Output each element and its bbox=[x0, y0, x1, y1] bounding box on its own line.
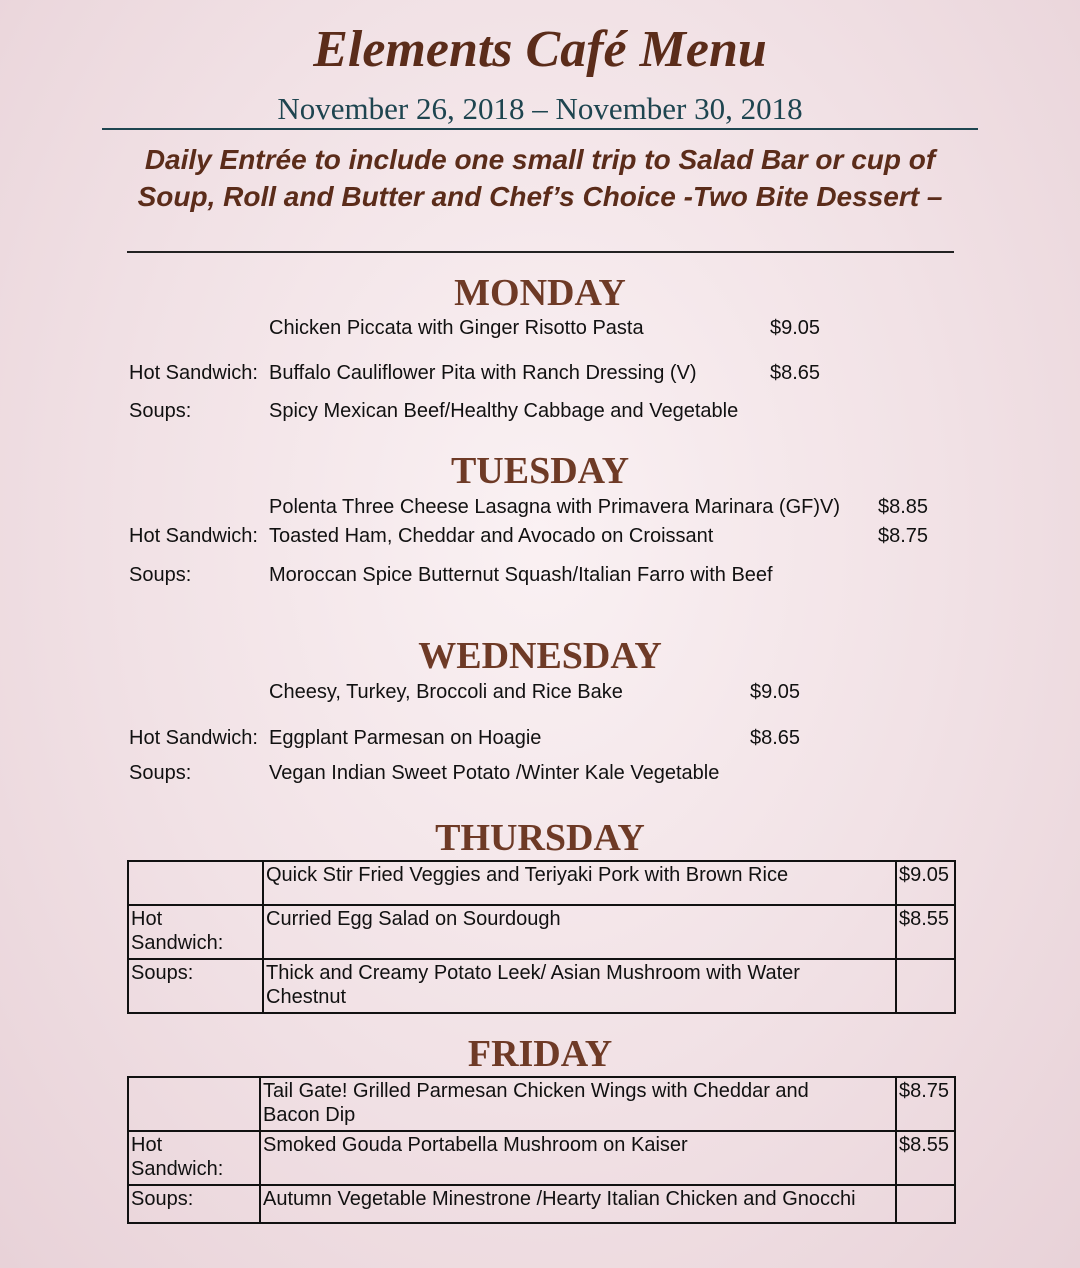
entree-line: Bacon Dip bbox=[263, 1104, 356, 1126]
tuesday-sandwich: Toasted Ham, Cheddar and Avocado on Croissant bbox=[269, 525, 714, 547]
wednesday-soups-label: Soups: bbox=[129, 762, 192, 784]
thursday-sandwich-price: $8.55 bbox=[896, 905, 955, 959]
table-cell bbox=[128, 861, 263, 905]
tuesday-entree: Polenta Three Cheese Lasagna with Primavera Marinara (GF)V) bbox=[269, 496, 840, 518]
thursday-soups-label: Soups: bbox=[128, 959, 263, 1013]
monday-sandwich-price: $8.65 bbox=[770, 362, 821, 384]
intro-text: Daily Entrée to include one small trip to Salad Bar or cup of Soup, Roll and Butter and Chef’s Choice -Two Bite Dessert – bbox=[137, 144, 943, 212]
friday-entree bbox=[260, 1077, 896, 1131]
table-row bbox=[128, 1131, 955, 1185]
date-range: November 26, 2018 – November 30, 2018 bbox=[277, 91, 803, 126]
tuesday-soups: Moroccan Spice Butternut Squash/Italian Farro with Beef bbox=[269, 564, 773, 586]
tuesday-sandwich-label: Hot Sandwich: bbox=[129, 525, 258, 547]
monday-sandwich: Buffalo Cauliflower Pita with Ranch Dressing (V) bbox=[269, 362, 697, 384]
wednesday-sandwich: Eggplant Parmesan on Hoagie bbox=[269, 727, 542, 749]
table-row bbox=[128, 861, 955, 905]
thursday-sandwich-label bbox=[128, 905, 263, 959]
monday-soups: Spicy Mexican Beef/Healthy Cabbage and Vegetable bbox=[269, 400, 739, 422]
friday-soups-label: Soups: bbox=[128, 1185, 260, 1223]
friday-sandwich: Smoked Gouda Portabella Mushroom on Kaiser bbox=[260, 1131, 896, 1185]
monday-soups-label: Soups: bbox=[129, 400, 192, 422]
wednesday-sandwich-price: $8.65 bbox=[750, 727, 801, 749]
friday-sandwich-label bbox=[128, 1131, 260, 1185]
tuesday-soups-label: Soups: bbox=[129, 564, 192, 586]
wednesday-entree-price: $9.05 bbox=[750, 681, 801, 703]
table-row bbox=[128, 1077, 955, 1131]
table-cell bbox=[128, 1077, 260, 1131]
friday-sandwich-price: $8.55 bbox=[896, 1131, 955, 1185]
table-row bbox=[128, 1185, 955, 1223]
label-line: Hot bbox=[131, 1134, 163, 1156]
soups-line: Chestnut bbox=[266, 986, 347, 1008]
friday-soups: Autumn Vegetable Minestrone /Hearty Italian Chicken and Gnocchi bbox=[260, 1185, 896, 1223]
divider bbox=[102, 128, 978, 130]
day-heading-wednesday: WEDNESDAY bbox=[418, 635, 662, 677]
friday-entree-price: $8.75 bbox=[896, 1077, 955, 1131]
day-heading-thursday: THURSDAY bbox=[435, 817, 645, 859]
thursday-sandwich: Curried Egg Salad on Sourdough bbox=[263, 905, 896, 959]
monday-entree-price: $9.05 bbox=[770, 317, 821, 339]
tuesday-sandwich-price: $8.75 bbox=[878, 525, 929, 547]
table-cell bbox=[896, 959, 955, 1013]
entree-line: Tail Gate! Grilled Parmesan Chicken Wings with Cheddar and bbox=[263, 1080, 809, 1102]
thursday-soups bbox=[263, 959, 896, 1013]
wednesday-sandwich-label: Hot Sandwich: bbox=[129, 727, 258, 749]
table-cell bbox=[896, 1185, 955, 1223]
wednesday-soups: Vegan Indian Sweet Potato /Winter Kale Vegetable bbox=[269, 762, 720, 784]
label-line: Hot bbox=[131, 908, 163, 930]
tuesday-entree-price: $8.85 bbox=[878, 496, 929, 518]
thursday-entree-price: $9.05 bbox=[896, 861, 955, 905]
thursday-table bbox=[127, 860, 956, 1014]
thursday-entree: Quick Stir Fried Veggies and Teriyaki Pork with Brown Rice bbox=[263, 861, 896, 905]
label-line: Sandwich: bbox=[131, 932, 224, 954]
day-heading-friday: FRIDAY bbox=[467, 1033, 613, 1075]
monday-sandwich-label: Hot Sandwich: bbox=[129, 362, 258, 384]
monday-entree: Chicken Piccata with Ginger Risotto Pasta bbox=[269, 317, 644, 339]
wednesday-entree: Cheesy, Turkey, Broccoli and Rice Bake bbox=[269, 681, 623, 703]
table-row bbox=[128, 905, 955, 959]
soups-line: Thick and Creamy Potato Leek/ Asian Mushroom with Water bbox=[266, 962, 800, 984]
label-line: Sandwich: bbox=[131, 1158, 224, 1180]
menu-title: Elements Café Menu bbox=[313, 21, 767, 78]
day-heading-monday: MONDAY bbox=[454, 272, 626, 314]
day-heading-tuesday: TUESDAY bbox=[450, 450, 630, 492]
table-row bbox=[128, 959, 955, 1013]
divider bbox=[127, 251, 954, 253]
friday-table bbox=[127, 1076, 956, 1224]
